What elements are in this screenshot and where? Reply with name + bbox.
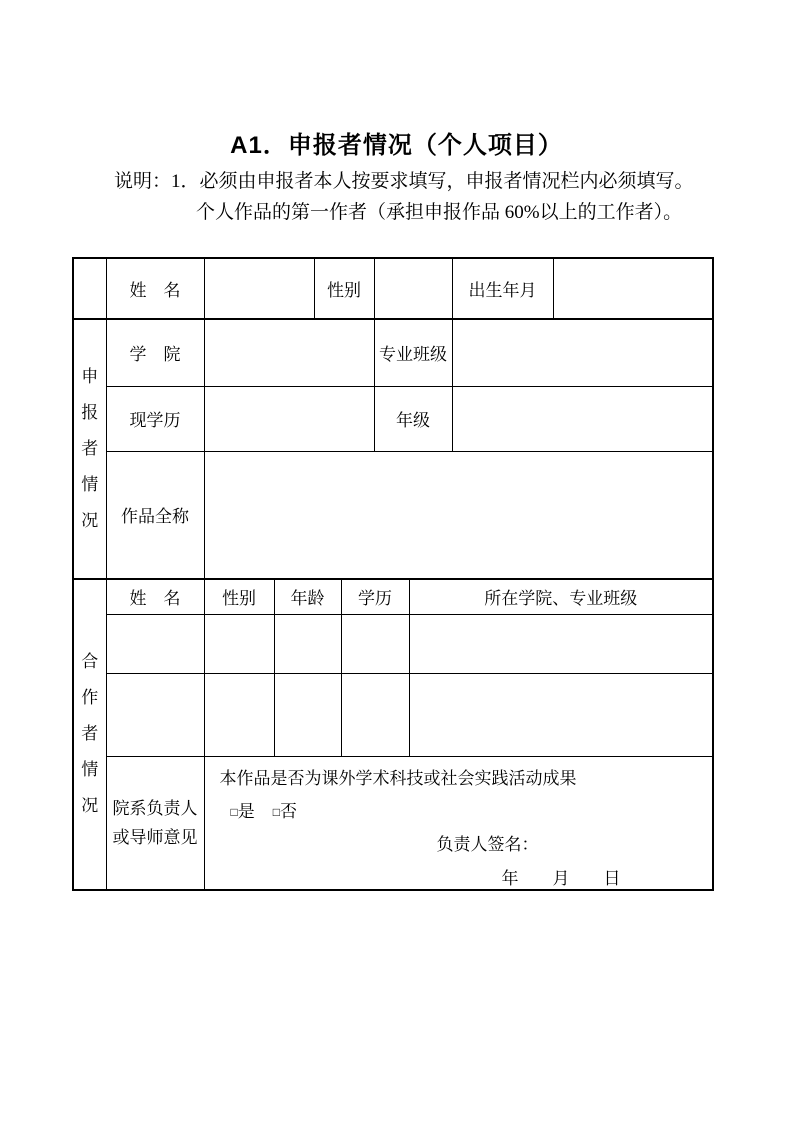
name-label: 姓 名 bbox=[106, 258, 204, 319]
name-value-cell[interactable] bbox=[204, 258, 314, 319]
checkbox-no[interactable] bbox=[273, 802, 297, 821]
opinion-checkboxes bbox=[231, 802, 713, 822]
row-collab-header bbox=[73, 579, 713, 614]
work-title-value-cell[interactable] bbox=[204, 451, 713, 579]
corner-cell bbox=[73, 258, 106, 319]
opinion-label-cell bbox=[106, 756, 204, 890]
collaborator-section-label: 合作者情况 bbox=[81, 652, 99, 816]
collab1-name-cell[interactable] bbox=[106, 614, 204, 673]
college-label: 学 院 bbox=[106, 319, 204, 386]
opinion-label bbox=[107, 794, 204, 852]
collab-row-1 bbox=[73, 614, 713, 673]
grade-label: 年级 bbox=[374, 386, 452, 451]
instruction-line-2: 个人作品的第一作者（承担申报作品 60%以上的工作者）。 bbox=[196, 202, 683, 223]
checkbox-no-label: 否 bbox=[280, 801, 297, 821]
collab2-college-major-cell[interactable] bbox=[409, 673, 713, 756]
applicant-info-table bbox=[72, 257, 714, 891]
sign-label: 负责人签名： bbox=[436, 834, 539, 854]
collab-gender-header: 性别 bbox=[204, 579, 274, 614]
collab-name-header: 姓 名 bbox=[106, 579, 204, 614]
instruction-line-1: 说明：1．必须由申报者本人按要求填写，申报者情况栏内必须填写。 bbox=[114, 171, 694, 192]
row-opinion bbox=[73, 756, 713, 890]
birth-value-cell[interactable] bbox=[553, 258, 713, 319]
opinion-label-line2: 或导师意见 bbox=[112, 827, 198, 847]
gender-value-cell[interactable] bbox=[374, 258, 452, 319]
collab1-education-cell[interactable] bbox=[341, 614, 409, 673]
collab1-college-major-cell[interactable] bbox=[409, 614, 713, 673]
collab-row-2 bbox=[73, 673, 713, 756]
college-value-cell[interactable] bbox=[204, 319, 374, 386]
collaborator-section-cell bbox=[73, 579, 106, 890]
checkbox-icon: □ bbox=[230, 804, 238, 819]
date-label: 年 月 日 bbox=[501, 868, 621, 888]
row-basic-info bbox=[73, 258, 713, 319]
checkbox-yes-label: 是 bbox=[237, 801, 255, 821]
row-work-title bbox=[73, 451, 713, 579]
checkbox-yes[interactable] bbox=[231, 802, 255, 821]
collab1-age-cell[interactable] bbox=[274, 614, 341, 673]
birth-label: 出生年月 bbox=[452, 258, 553, 319]
collab-education-header: 学历 bbox=[341, 579, 409, 614]
collab2-age-cell[interactable] bbox=[274, 673, 341, 756]
row-college bbox=[73, 319, 713, 386]
page-title: A1．申报者情况（个人项目） bbox=[230, 132, 563, 159]
applicant-section-label: 申报者情况 bbox=[81, 367, 99, 530]
work-title-label: 作品全称 bbox=[106, 451, 204, 579]
collab2-gender-cell[interactable] bbox=[204, 673, 274, 756]
opinion-label-line1: 院系负责人 bbox=[112, 798, 198, 818]
row-education bbox=[73, 386, 713, 451]
collab2-education-cell[interactable] bbox=[341, 673, 409, 756]
grade-value-cell[interactable] bbox=[452, 386, 713, 451]
education-label: 现学历 bbox=[106, 386, 204, 451]
collab1-gender-cell[interactable] bbox=[204, 614, 274, 673]
major-class-label: 专业班级 bbox=[374, 319, 452, 386]
opinion-content-cell bbox=[204, 756, 713, 890]
education-value-cell[interactable] bbox=[204, 386, 374, 451]
major-class-value-cell[interactable] bbox=[452, 319, 713, 386]
applicant-section-cell bbox=[73, 319, 106, 579]
collab2-name-cell[interactable] bbox=[106, 673, 204, 756]
gender-label: 性别 bbox=[314, 258, 374, 319]
collab-college-major-header: 所在学院、专业班级 bbox=[409, 579, 713, 614]
checkbox-icon: □ bbox=[272, 804, 280, 819]
collab-age-header: 年龄 bbox=[274, 579, 341, 614]
opinion-question: 本作品是否为课外学术科技或社会实践活动成果 bbox=[219, 768, 577, 788]
